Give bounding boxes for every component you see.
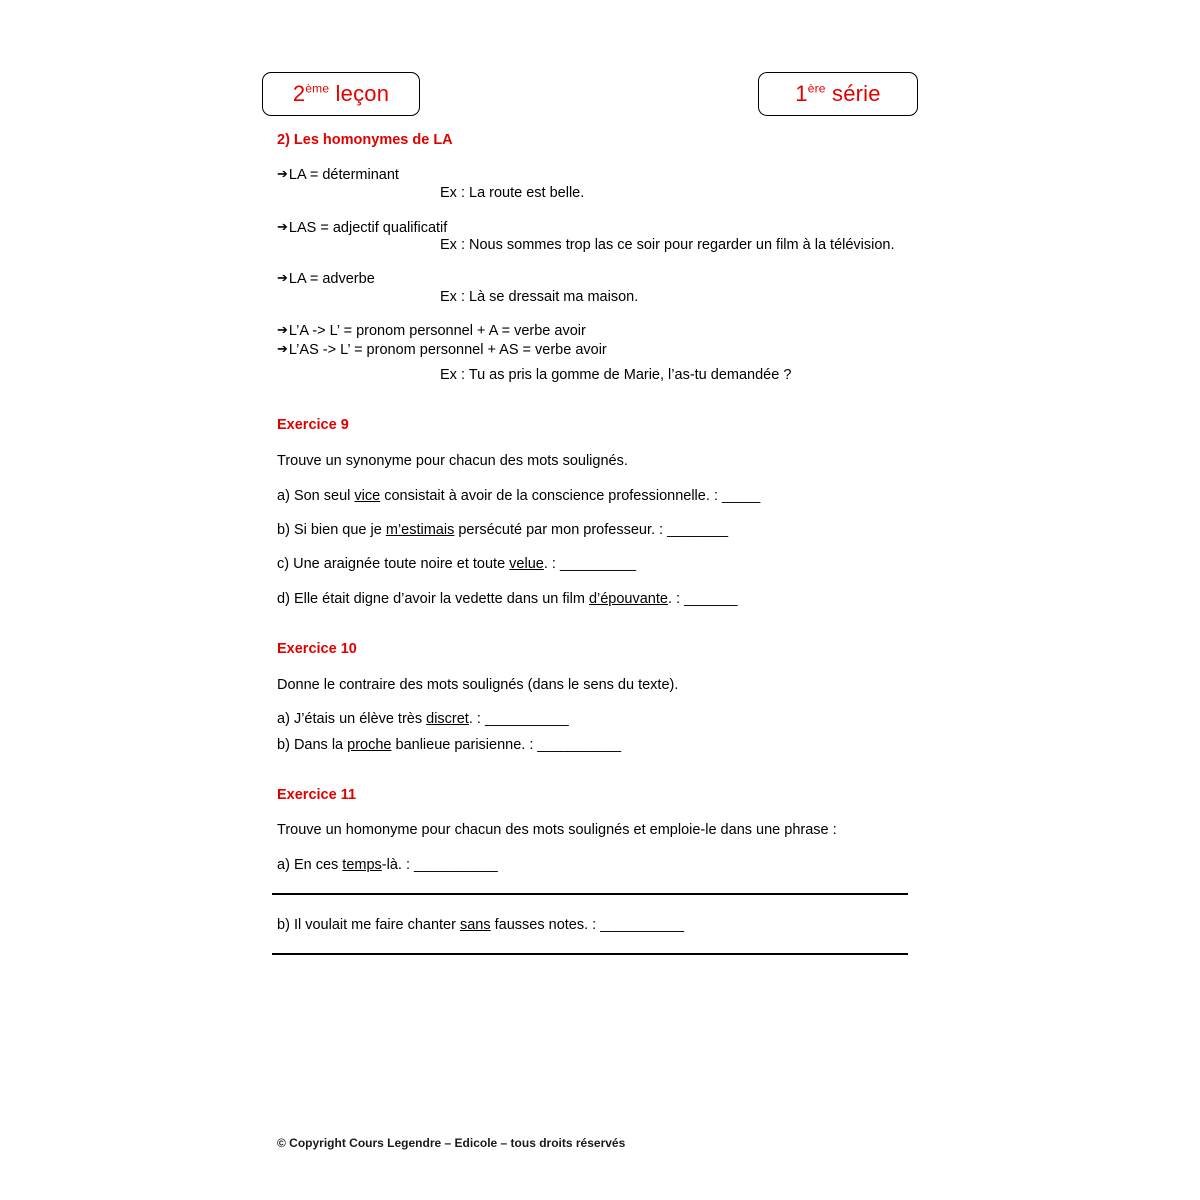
answer-rule-b[interactable]	[272, 953, 908, 955]
arrow-bullet-icon: ➔	[277, 341, 288, 356]
lesson-tag-word: leçon	[335, 81, 390, 106]
lesson-tag-number: 2	[292, 81, 306, 106]
series-tag-number: 1	[795, 81, 808, 106]
answer-blank[interactable]: __________	[559, 556, 636, 572]
item-underlined-word: vice	[354, 488, 381, 504]
item-underlined-word: d’épouvante	[588, 591, 668, 607]
item-label: b)	[277, 522, 290, 538]
item-text-before: Elle était digne d’avoir la vedette dans un film	[293, 591, 589, 607]
item-underlined-word: velue	[509, 556, 544, 572]
item-text-after: consistait à avoir de la conscience professionnelle. :	[380, 488, 722, 504]
lesson-rule-3-text: LA = adverbe	[288, 271, 375, 287]
item-label: b)	[277, 917, 290, 933]
item-text-before: Une araignée toute noire et toute	[293, 556, 510, 572]
arrow-bullet-icon: ➔	[277, 219, 288, 234]
answer-blank[interactable]: ___________	[537, 737, 621, 753]
item-label: c)	[277, 556, 290, 572]
series-tag-word: série	[832, 81, 881, 106]
arrow-bullet-icon: ➔	[277, 322, 288, 337]
lesson-rule-1-text: LA = déterminant	[288, 167, 399, 183]
exercise-9-item-d	[277, 590, 737, 608]
arrow-bullet-icon: ➔	[277, 166, 288, 181]
lesson-pronoun-example: Ex : Tu as pris la gomme de Marie, l’as-tu demandée ?	[440, 367, 792, 383]
exercise-11-item-a	[277, 856, 497, 874]
series-tag-label	[795, 83, 880, 105]
item-text-after: fausses notes. :	[490, 917, 601, 933]
arrow-bullet-icon: ➔	[277, 270, 288, 285]
answer-blank[interactable]: _______	[684, 591, 738, 607]
item-text-before: Il voulait me faire chanter	[293, 917, 460, 933]
item-underlined-word: sans	[459, 917, 491, 933]
item-label: a)	[277, 857, 290, 873]
item-text-after: . :	[543, 556, 560, 572]
lesson-rule-3	[277, 270, 375, 288]
item-label: d)	[277, 591, 290, 607]
item-underlined-word: temps	[342, 857, 382, 873]
lesson-example-2: Ex : Nous sommes trop las ce soir pour regarder un film à la télévision.	[440, 237, 895, 253]
exercise-9-instruction: Trouve un synonyme pour chacun des mots soulignés.	[277, 453, 628, 469]
item-text-before: En ces	[293, 857, 343, 873]
answer-blank[interactable]: ___________	[600, 917, 684, 933]
answer-blank[interactable]: ___________	[484, 711, 569, 727]
copyright-footer: © Copyright Cours Legendre – Edicole – tous droits réservés	[277, 1136, 626, 1150]
lesson-tag-label	[293, 83, 389, 105]
item-text-after: . :	[468, 711, 485, 727]
item-text-before: Si bien que je	[293, 522, 386, 538]
lesson-tag-ordinal: ème	[305, 81, 330, 96]
item-text-before: Son seul	[293, 488, 355, 504]
item-underlined-word: m’estimais	[385, 522, 455, 538]
exercise-9-item-b	[277, 521, 728, 539]
lesson-heading: 2) Les homonymes de LA	[277, 132, 453, 148]
exercise-9-title: Exercice 9	[277, 417, 349, 433]
series-tag-ordinal: ère	[807, 81, 826, 96]
lesson-example-1: Ex : La route est belle.	[440, 185, 585, 201]
exercise-11-title: Exercice 11	[277, 787, 357, 803]
item-text-after: banlieue parisienne. :	[391, 737, 538, 753]
answer-blank[interactable]: ________	[667, 522, 728, 538]
item-label: a)	[277, 488, 290, 504]
exercise-9-item-c	[277, 555, 636, 573]
lesson-example-3: Ex : Là se dressait ma maison.	[440, 289, 639, 305]
item-underlined-word: discret	[426, 711, 469, 727]
item-text-after: . :	[667, 591, 685, 607]
item-label: a)	[277, 711, 290, 727]
exercise-11-item-b	[277, 916, 683, 934]
exercise-11-instruction: Trouve un homonyme pour chacun des mots soulignés et emploie-le dans une phrase :	[277, 822, 837, 838]
header-tags	[262, 72, 922, 128]
exercise-10-instruction: Donne le contraire des mots soulignés (dans le sens du texte).	[277, 677, 679, 693]
series-tag-box	[758, 72, 918, 116]
item-text-after: persécuté par mon professeur. :	[454, 522, 668, 538]
item-text-after: -là. :	[381, 857, 415, 873]
exercise-10-item-b	[277, 736, 621, 754]
lesson-rule-2	[277, 219, 447, 237]
item-underlined-word: proche	[347, 737, 392, 753]
lesson-rule-2-text: LAS = adjectif qualificatif	[288, 220, 448, 236]
lesson-pronoun-rule-2	[277, 341, 607, 359]
answer-rule-a[interactable]	[272, 893, 908, 895]
item-text-before: Dans la	[293, 737, 348, 753]
answer-blank[interactable]: _____	[721, 488, 760, 504]
item-label: b)	[277, 737, 290, 753]
lesson-tag-box	[262, 72, 420, 116]
answer-blank[interactable]: ___________	[414, 857, 498, 873]
exercise-10-title: Exercice 10	[277, 641, 357, 657]
lesson-pronoun-rule-1-text: L’A -> L’ = pronom personnel + A = verbe avoir	[288, 323, 586, 339]
item-text-before: J’étais un élève très	[293, 711, 427, 727]
lesson-pronoun-rule-1	[277, 322, 586, 340]
exercise-10-item-a	[277, 710, 568, 728]
lesson-rule-1	[277, 166, 399, 184]
exercise-9-item-a	[277, 487, 760, 505]
lesson-pronoun-rule-2-text: L’AS -> L’ = pronom personnel + AS = verbe avoir	[288, 342, 607, 358]
